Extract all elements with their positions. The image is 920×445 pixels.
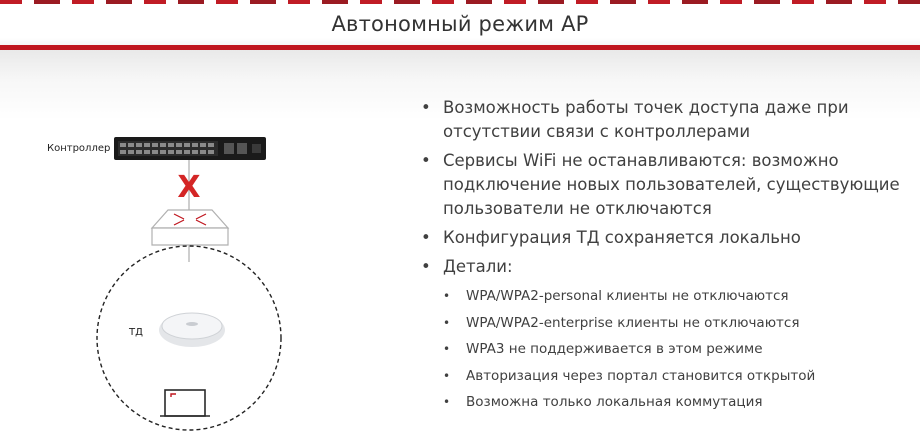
access-point-icon (159, 313, 225, 347)
sub-bullet-list (443, 283, 916, 416)
bullet-item: • Конфигурация ТД сохраняется локально (421, 226, 916, 250)
bullet-item: • Возможность работы точек доступа даже при отсутствии связи с контроллерами (421, 96, 916, 144)
sub-bullet-item: • WPA/WPA2-enterprise клиенты не отключаются (443, 310, 916, 337)
access-point-label: ТД (129, 327, 143, 338)
details-heading: Детали: (443, 257, 513, 276)
controller-switch-icon (114, 137, 266, 160)
bullet-list (421, 96, 916, 421)
network-diagram (0, 0, 420, 441)
sub-bullet-item: • WPA3 не поддерживается в этом режиме (443, 336, 916, 363)
controller-label: Контроллер (47, 143, 111, 154)
router-icon (152, 210, 228, 245)
laptop-icon (160, 390, 210, 416)
sub-bullet-item: • Возможна только локальная коммутация (443, 389, 916, 416)
slide-title: Автономный режим AP (331, 12, 589, 36)
sub-bullet-item: • Авторизация через портал становится открытой (443, 363, 916, 390)
link-broken-mark: X (177, 170, 201, 205)
diagram-canvas (0, 0, 420, 441)
bullet-item-details (421, 255, 916, 416)
bullet-item: • Сервисы WiFi не останавливаются: возможно подключение новых пользователей, существующие пользователи не отключаются (421, 149, 916, 221)
sub-bullet-item: • WPA/WPA2-personal клиенты не отключаются (443, 283, 916, 310)
